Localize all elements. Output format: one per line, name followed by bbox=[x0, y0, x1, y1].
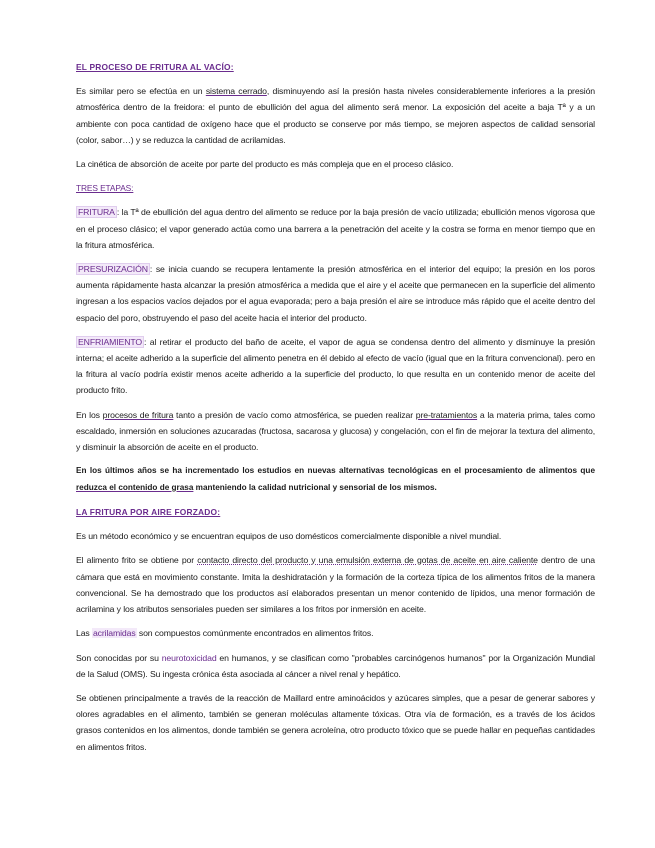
highlight-reduce-fat: reduzca el contenido de grasa bbox=[76, 482, 194, 492]
text: Son conocidas por su bbox=[76, 652, 162, 663]
text: , disminuyendo así la presión hasta niveles considerablemente inferiores a la presión atmosférica dentro de la freidora: el punto de ebullición del agua del alimento será menor. La exposición del aceite a baja Tª y a un ambiente con poca cantidad de oxígeno hace que el producto se conserve por más tiempo, se mejoren aspectos de calidad sensorial (color, sabor…) y se reduzca la cantidad de acrilamidas. bbox=[76, 86, 595, 145]
text: El alimento frito se obtiene por bbox=[76, 555, 198, 566]
paragraph-stage-pressurization bbox=[76, 261, 595, 326]
paragraph-stage-frying bbox=[76, 204, 595, 253]
highlight-neurotoxicity: neurotoxicidad bbox=[161, 652, 217, 663]
text: Las bbox=[76, 628, 92, 639]
text: En los últimos años se ha incrementado los estudios en nuevas alternativas tecnológicas en el procesamiento de alimentos que bbox=[76, 466, 595, 476]
highlight-pretreatments: pre-tratamientos bbox=[415, 409, 478, 420]
text: a la materia prima, tales como escaldado, inmersión en soluciones azucaradas (fructosa, sacarosa y glucosa) y congelación, con el fin de mejorar la textura del alimento, y disminuir la absorción de aceite en el producto. bbox=[76, 409, 595, 453]
text: manteniendo la calidad nutricional y sensorial de los mismos. bbox=[193, 482, 437, 492]
text: son compuestos comúnmente encontrados en alimentos fritos. bbox=[136, 628, 374, 639]
text: : se inicia cuando se recupera lentamente la presión atmosférica en el interior del equipo; la presión en los poros aumenta rápidamente hasta alcanzar la presión atmosférica a medida que el aire y el aceite que permanecen en la superficie del alimento ingresan a los espacios vacíos dejados por el agua evaporada; pero a baja presión el aire se introduce más rápido que el aceite dentro del espacio del poro, obstruyendo el paso del aceite hacia el interior del producto. bbox=[76, 264, 595, 323]
text: : al retirar el producto del baño de aceite, el vapor de agua se condensa dentro del alimento y disminuye la presión interna; el aceite adherido a la superficie del alimento penetra en él debido al efecto de vacío (igual que en la fritura convencional). pero en la fritura al vacío podría existir menos aceite adherido a la superficie del producto, lo que resulta en un contenido menor de aceite del producto frito. bbox=[76, 336, 595, 396]
text: En los bbox=[76, 409, 103, 420]
paragraph-kinetics: La cinética de absorción de aceite por parte del producto es más compleja que en el proceso clásico. bbox=[76, 159, 454, 170]
highlight-direct-contact: contacto directo del producto y una emulsión externa de gotas de aceite en aire caliente bbox=[197, 555, 538, 566]
text: : la Tª de ebullición del agua dentro del alimento se reduce por la baja presión de vacío utilizada; ebullición menos vigorosa que en el proceso clásico; el vapor generado actúa como una barrera a la penetración del aceite y la costra se forma en menor tiempo que en la fritura atmosférica. bbox=[76, 207, 595, 250]
subheading-three-stages: TRES ETAPAS: bbox=[76, 183, 134, 194]
highlight-acrylamides: acrilamidas bbox=[92, 628, 136, 639]
paragraph-neurotoxicity bbox=[76, 650, 595, 682]
text: Es similar pero se efectúa en un bbox=[76, 86, 206, 97]
paragraph-new-technologies bbox=[76, 463, 595, 496]
paragraph-economic-method: Es un método económico y se encuentran equipos de uso domésticos comercialmente disponible a nivel mundial. bbox=[76, 531, 502, 542]
paragraph-air-fried-food bbox=[76, 552, 595, 617]
text: tanto a presión de vacío como atmosférica, se pueden realizar bbox=[173, 409, 416, 420]
highlight-closed-system: sistema cerrado bbox=[205, 86, 267, 97]
highlight-frying-processes: procesos de fritura bbox=[102, 409, 174, 420]
paragraph-stage-cooling bbox=[76, 334, 595, 399]
paragraph-acrylamides bbox=[76, 625, 595, 641]
paragraph-frying-processes bbox=[76, 407, 595, 456]
paragraph-vacuum-intro bbox=[76, 83, 595, 148]
text: en humanos, y se clasifican como "probables carcinógenos humanos" por la Organización Mundial de la Salud (OMS). Su ingesta crónica ésta asociada al cáncer a nivel renal y hepático. bbox=[76, 652, 595, 679]
section-title-air-frying: LA FRITURA POR AIRE FORZADO: bbox=[76, 507, 221, 518]
stage-tag-cooling: ENFRIAMIENTO bbox=[78, 336, 143, 347]
section-title-vacuum-frying: EL PROCESO DE FRITURA AL VACÍO: bbox=[76, 62, 234, 72]
stage-tag-frying: FRITURA bbox=[78, 207, 115, 218]
stage-tag-pressurization: PRESURIZACIÓN bbox=[78, 264, 148, 275]
text: dentro de una cámara que está en movimiento constante. Imita la deshidratación y la formación de la corteza típica de los alimentos fritos de la manera convencional. Se ha demostrado que los productos así elaborados presentan un menor contenido de lípidos, una menor formación de acrilamina y los atributos sensoriales pueden ser similares a los fritos por inmersión en aceite. bbox=[76, 555, 595, 615]
paragraph-maillard: Se obtienen principalmente a través de la reacción de Maillard entre aminoácidos y azúcares simples, que a pesar de generar sabores y olores agradables en el alimento, también se generan moléculas altamente tóxicas. Otra vía de formación, es a través de los ácidos grasos contenidos en los alimentos, donde también se genera acroleína, otro producto tóxico que se puede hallar en pequeñas cantidades en alimentos fritos. bbox=[76, 692, 595, 752]
